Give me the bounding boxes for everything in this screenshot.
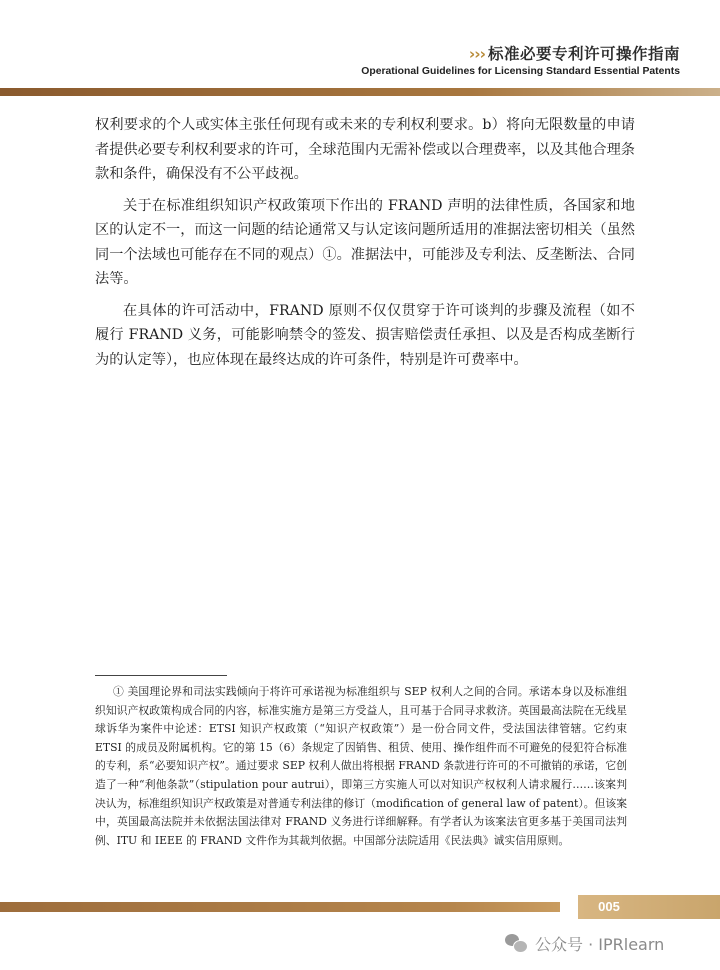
paragraph-frand-legal-nature: 关于在标准组织知识产权政策项下作出的 FRAND 声明的法律性质，各国家和地区的认定不一，而这一问题的结论通常又与认定该问题所适用的准据法密切相关（虽然同一个法域也可能存在不同的观点）①。准据法中，可能涉及专利法、反垄断法、合同法等。 xyxy=(95,197,635,287)
watermark xyxy=(505,930,664,956)
footer-bar xyxy=(0,895,720,919)
footnote-text: ① 美国理论界和司法实践倾向于将许可承诺视为标准组织与 SEP 权利人之间的合同。承诺本身以及标准组织知识产权政策构成合同的内容，标准实施方是第三方受益人，且可基于合同寻求救济。英国最高法院在无线星球诉华为案件中论述：ETSI 知识产权政策（“知识产权政策”）是一份合同文件，受法国法律管辖。它约束 ETSI 的成员及附属机构。它的第 15（6）条规定了因销售、租赁、使用、操作组件而不可避免的侵犯符合标准的专利，系“必要知识产权”。通过要求 SEP 权利人做出将根据 FRAND 条款进行许可的不可撤销的承诺，它创造了一种“利他条款”（stipulation pour autrui），即第三方实施人可以对知识产权权利人请求履行……该案判决认为，标准组织知识产权政策是对普通专利法律的修订（modification of general law of patent）。但该案中，英国最高法院并未依据法国法律对 FRAND 义务进行详细解释。有学者认为该案法官更多基于美国司法判例、ITU 和 IEEE 的 FRAND 文件作为其裁判依据。中国部分法院适用《民法典》诚实信用原则。 xyxy=(95,685,627,847)
footer-rule xyxy=(0,902,560,912)
header-rule xyxy=(0,88,720,96)
wechat-icon xyxy=(505,934,527,952)
page-number: 005 xyxy=(598,899,620,914)
header-title-line xyxy=(120,44,680,64)
book-subtitle: Operational Guidelines for Licensing Standard Essential Patents xyxy=(361,66,680,77)
watermark-text: 公众号 · IPRlearn xyxy=(535,934,665,954)
paragraph-frand-licensing: 在具体的许可活动中，FRAND 原则不仅仅贯穿于许可谈判的步骤及流程（如不履行 FRAND 义务，可能影响禁令的签发、损害赔偿责任承担、以及是否构成垄断行为的认定等），也应体现在最终达成的许可条件，特别是许可费率中。 xyxy=(95,302,635,368)
footnote xyxy=(95,683,627,850)
footnote-separator xyxy=(95,675,227,676)
book-title: 标准必要专利许可操作指南 xyxy=(487,45,680,63)
paragraph-continued: 权利要求的个人或实体主张任何现有或未来的专利权利要求。b）将向无限数量的申请者提供必要专利权利要求的许可，全球范围内无需补偿或以合理费率，以及其他合理条款和条件，确保没有不公平歧视。 xyxy=(95,117,635,182)
body-text xyxy=(95,113,635,379)
chevron-right-icon: ››› xyxy=(468,45,485,63)
running-header xyxy=(120,44,680,78)
